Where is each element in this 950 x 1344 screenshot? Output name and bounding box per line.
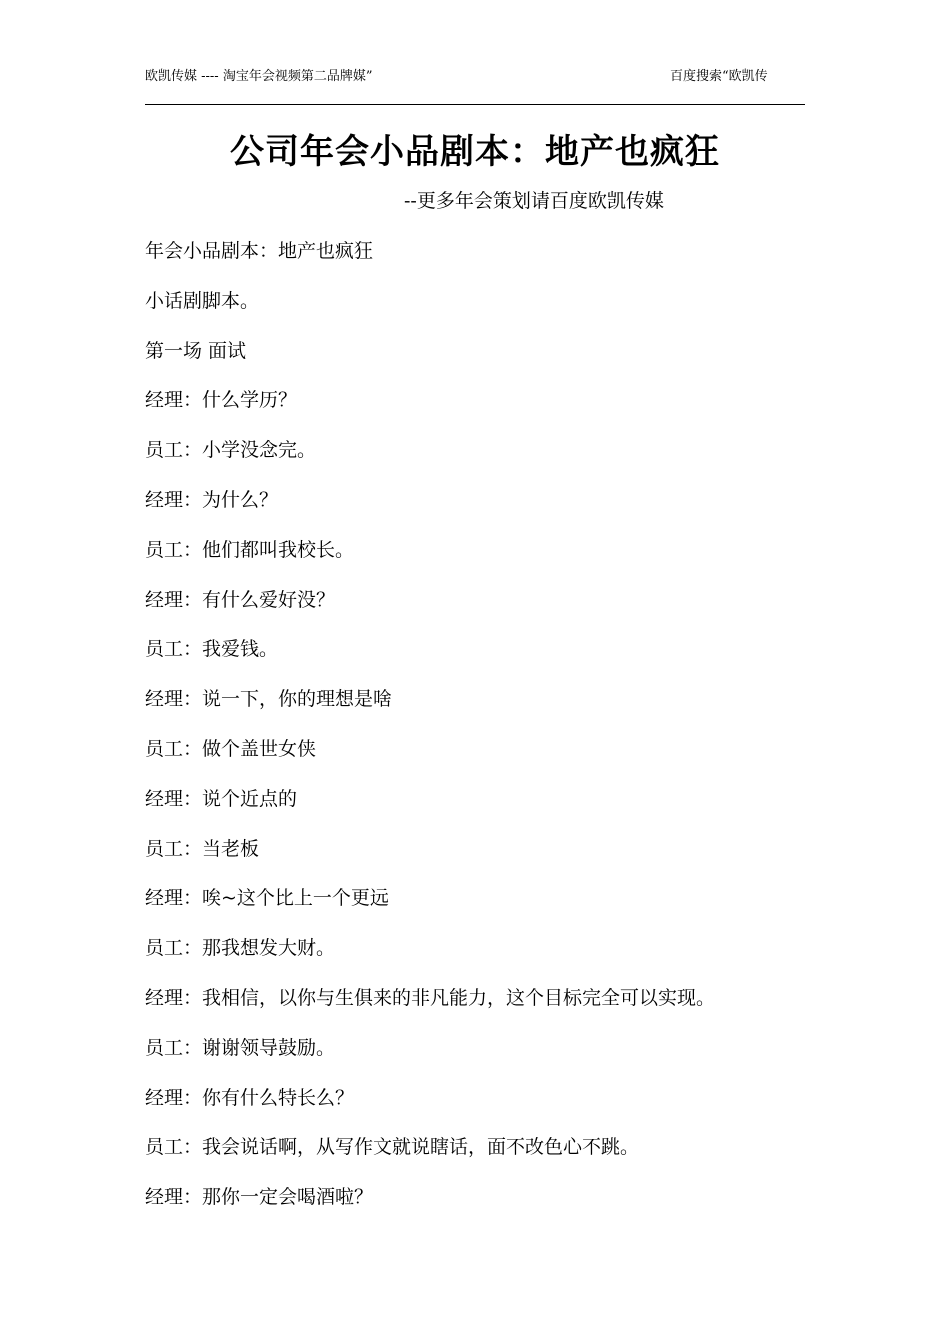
- dialogue-line: 经理：你有什么特长么？: [145, 1086, 355, 1109]
- script-line: 小话剧脚本。: [145, 289, 260, 312]
- dialogue-line: 经理：说一下，你的理想是啥: [145, 688, 393, 711]
- dialogue-line: 员工：我会说话啊，从写作文就说瞎话，面不改色心不跳。: [145, 1136, 640, 1159]
- dialogue-line: 经理：什么学历？: [145, 389, 298, 412]
- dialogue-line: 经理：为什么？: [145, 488, 279, 511]
- dialogue-line: 员工：做个盖世女侠: [145, 737, 317, 760]
- dialogue-line: 员工：他们都叫我校长。: [145, 538, 355, 561]
- header-search-hint: 百度搜索“欧凯传: [670, 69, 768, 84]
- dialogue-line: 经理：有什么爱好没？: [145, 588, 336, 611]
- header-brand-text: 欧凯传媒 ---- 淘宝年会视频第二品牌媒”: [145, 69, 373, 84]
- scene-heading: 第一场 面试: [145, 339, 247, 362]
- dialogue-line: 员工：我爱钱。: [145, 638, 279, 661]
- dialogue-line: 员工：小学没念完。: [145, 439, 317, 462]
- document-title: 公司年会小品剧本：地产也疯狂: [230, 132, 720, 172]
- dialogue-line: 经理：说个近点的: [145, 787, 298, 810]
- dialogue-line: 员工：谢谢领导鼓励。: [145, 1036, 336, 1059]
- dialogue-line: 经理：我相信，以你与生俱来的非凡能力，这个目标完全可以实现。: [145, 986, 716, 1009]
- dialogue-line: 经理：唉~这个比上一个更远: [145, 887, 389, 910]
- dialogue-line: 经理：那你一定会喝酒啦？: [145, 1186, 374, 1209]
- script-line: 年会小品剧本：地产也疯狂: [145, 240, 374, 262]
- document-subtitle: --更多年会策划请百度欧凯传媒: [404, 190, 664, 212]
- dialogue-line: 员工：当老板: [145, 837, 260, 860]
- dialogue-line: 员工：那我想发大财。: [145, 937, 336, 960]
- page-header: [145, 68, 805, 105]
- script-body: [145, 234, 825, 1230]
